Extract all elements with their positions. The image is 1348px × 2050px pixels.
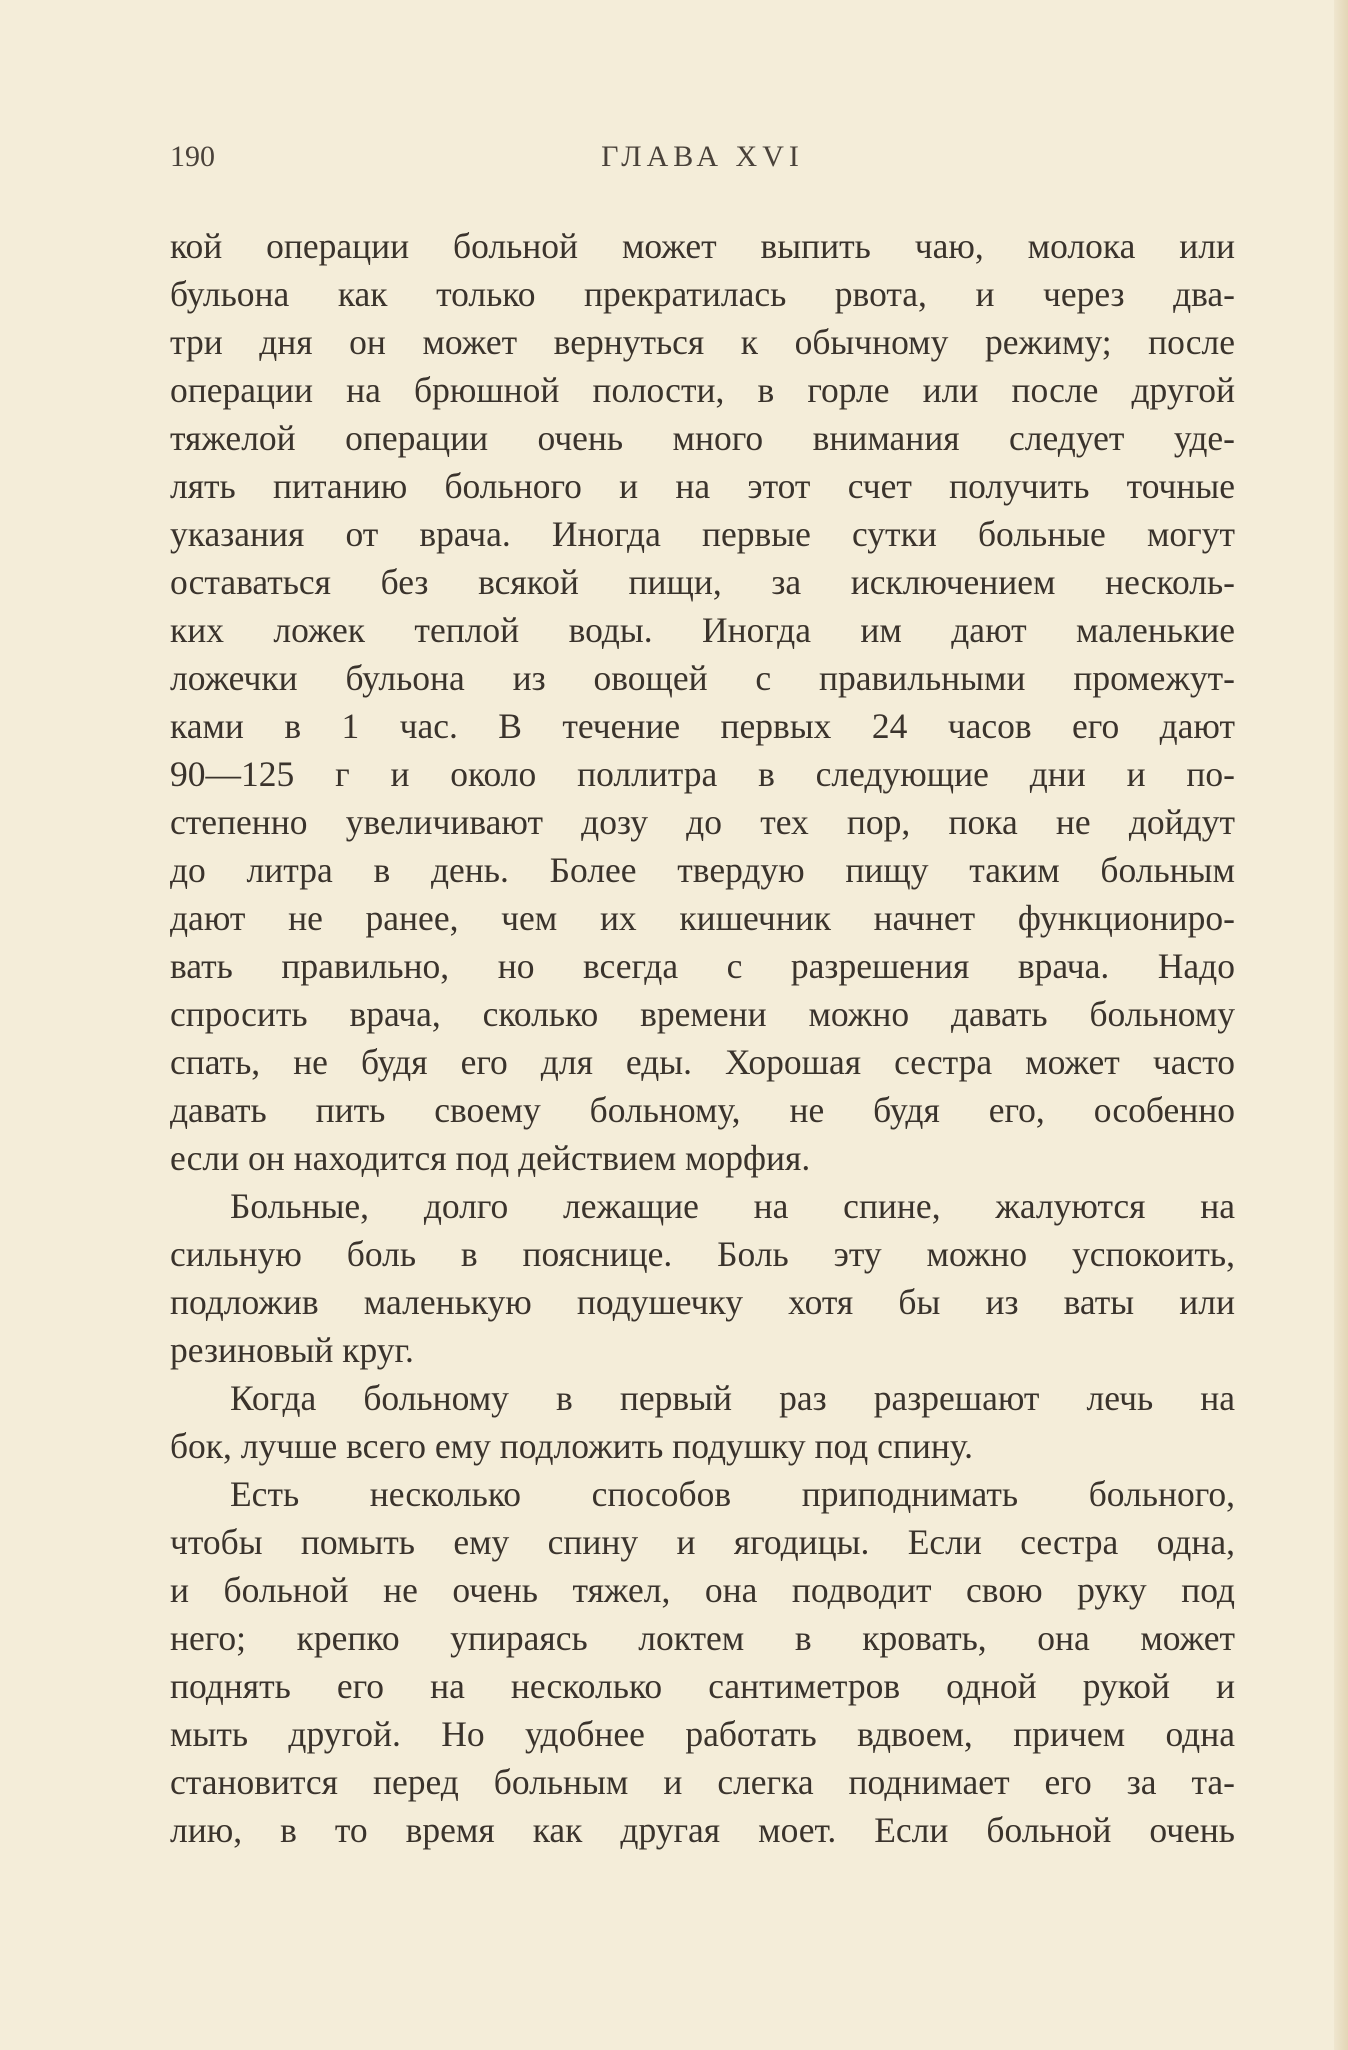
text-line: операции на брюшной полости, в горле или после другой — [170, 370, 1235, 410]
text-line: бок, лучше всего ему подложить подушку под спину. — [170, 1426, 973, 1466]
page-edge — [1334, 0, 1348, 2050]
text-line: чтобы помыть ему спину и ягодицы. Если сестра одна, — [170, 1522, 1235, 1562]
text-line: спать, не будя его для еды. Хорошая сестра может часто — [170, 1042, 1235, 1082]
text-line: кой операции больной может выпить чаю, молока или — [170, 226, 1235, 266]
text-line: лию, в то время как другая моет. Если больной очень — [170, 1810, 1235, 1850]
text-line: спросить врача, сколько времени можно давать больному — [170, 994, 1235, 1034]
text-line: становится перед больным и слегка поднимает его за та- — [170, 1762, 1235, 1802]
text-line: ких ложек теплой воды. Иногда им дают маленькие — [170, 610, 1235, 650]
text-line: оставаться без всякой пищи, за исключением несколь- — [170, 562, 1235, 602]
text-line: Есть несколько способов приподнимать больного, — [230, 1474, 1235, 1514]
text-line: степенно увеличивают дозу до тех пор, пока не дойдут — [170, 802, 1235, 842]
text-line: дают не ранее, чем их кишечник начнет функциониро- — [170, 898, 1235, 938]
page-number: 190 — [170, 140, 215, 173]
text-line: три дня он может вернуться к обычному режиму; после — [170, 322, 1235, 362]
text-line: него; крепко упираясь локтем в кровать, она может — [170, 1618, 1235, 1658]
text-line: резиновый круг. — [170, 1330, 414, 1370]
text-line: подложив маленькую подушечку хотя бы из ваты или — [170, 1282, 1235, 1322]
text-line: до литра в день. Более твердую пищу таким больным — [170, 850, 1235, 890]
text-line: ложечки бульона из овощей с правильными промежут- — [170, 658, 1235, 698]
text-line: Когда больному в первый раз разрешают лечь на — [230, 1378, 1235, 1418]
text-line: указания от врача. Иногда первые сутки больные могут — [170, 514, 1235, 554]
text-line: сильную боль в пояснице. Боль эту можно успокоить, — [170, 1234, 1235, 1274]
chapter-title: ГЛАВА XVI — [601, 140, 804, 173]
text-line: поднять его на несколько сантиметров одной рукой и — [170, 1666, 1235, 1706]
text-line: бульона как только прекратилась рвота, и через два- — [170, 274, 1235, 314]
body-text — [170, 222, 1235, 1854]
text-line: лять питанию больного и на этот счет получить точные — [170, 466, 1235, 506]
running-head — [170, 140, 1235, 180]
text-line: мыть другой. Но удобнее работать вдвоем, причем одна — [170, 1714, 1235, 1754]
text-line: и больной не очень тяжел, она подводит свою руку под — [170, 1570, 1235, 1610]
text-line: ками в 1 час. В течение первых 24 часов его дают — [170, 706, 1235, 746]
text-line: вать правильно, но всегда с разрешения врача. Надо — [170, 946, 1235, 986]
text-line: давать пить своему больному, не будя его, особенно — [170, 1090, 1235, 1130]
text-line: если он находится под действием морфия. — [170, 1138, 811, 1178]
text-line: Больные, долго лежащие на спине, жалуются на — [230, 1186, 1235, 1226]
text-line: 90—125 г и около поллитра в следующие дни и по- — [170, 754, 1235, 794]
text-line: тяжелой операции очень много внимания следует уде- — [170, 418, 1235, 458]
